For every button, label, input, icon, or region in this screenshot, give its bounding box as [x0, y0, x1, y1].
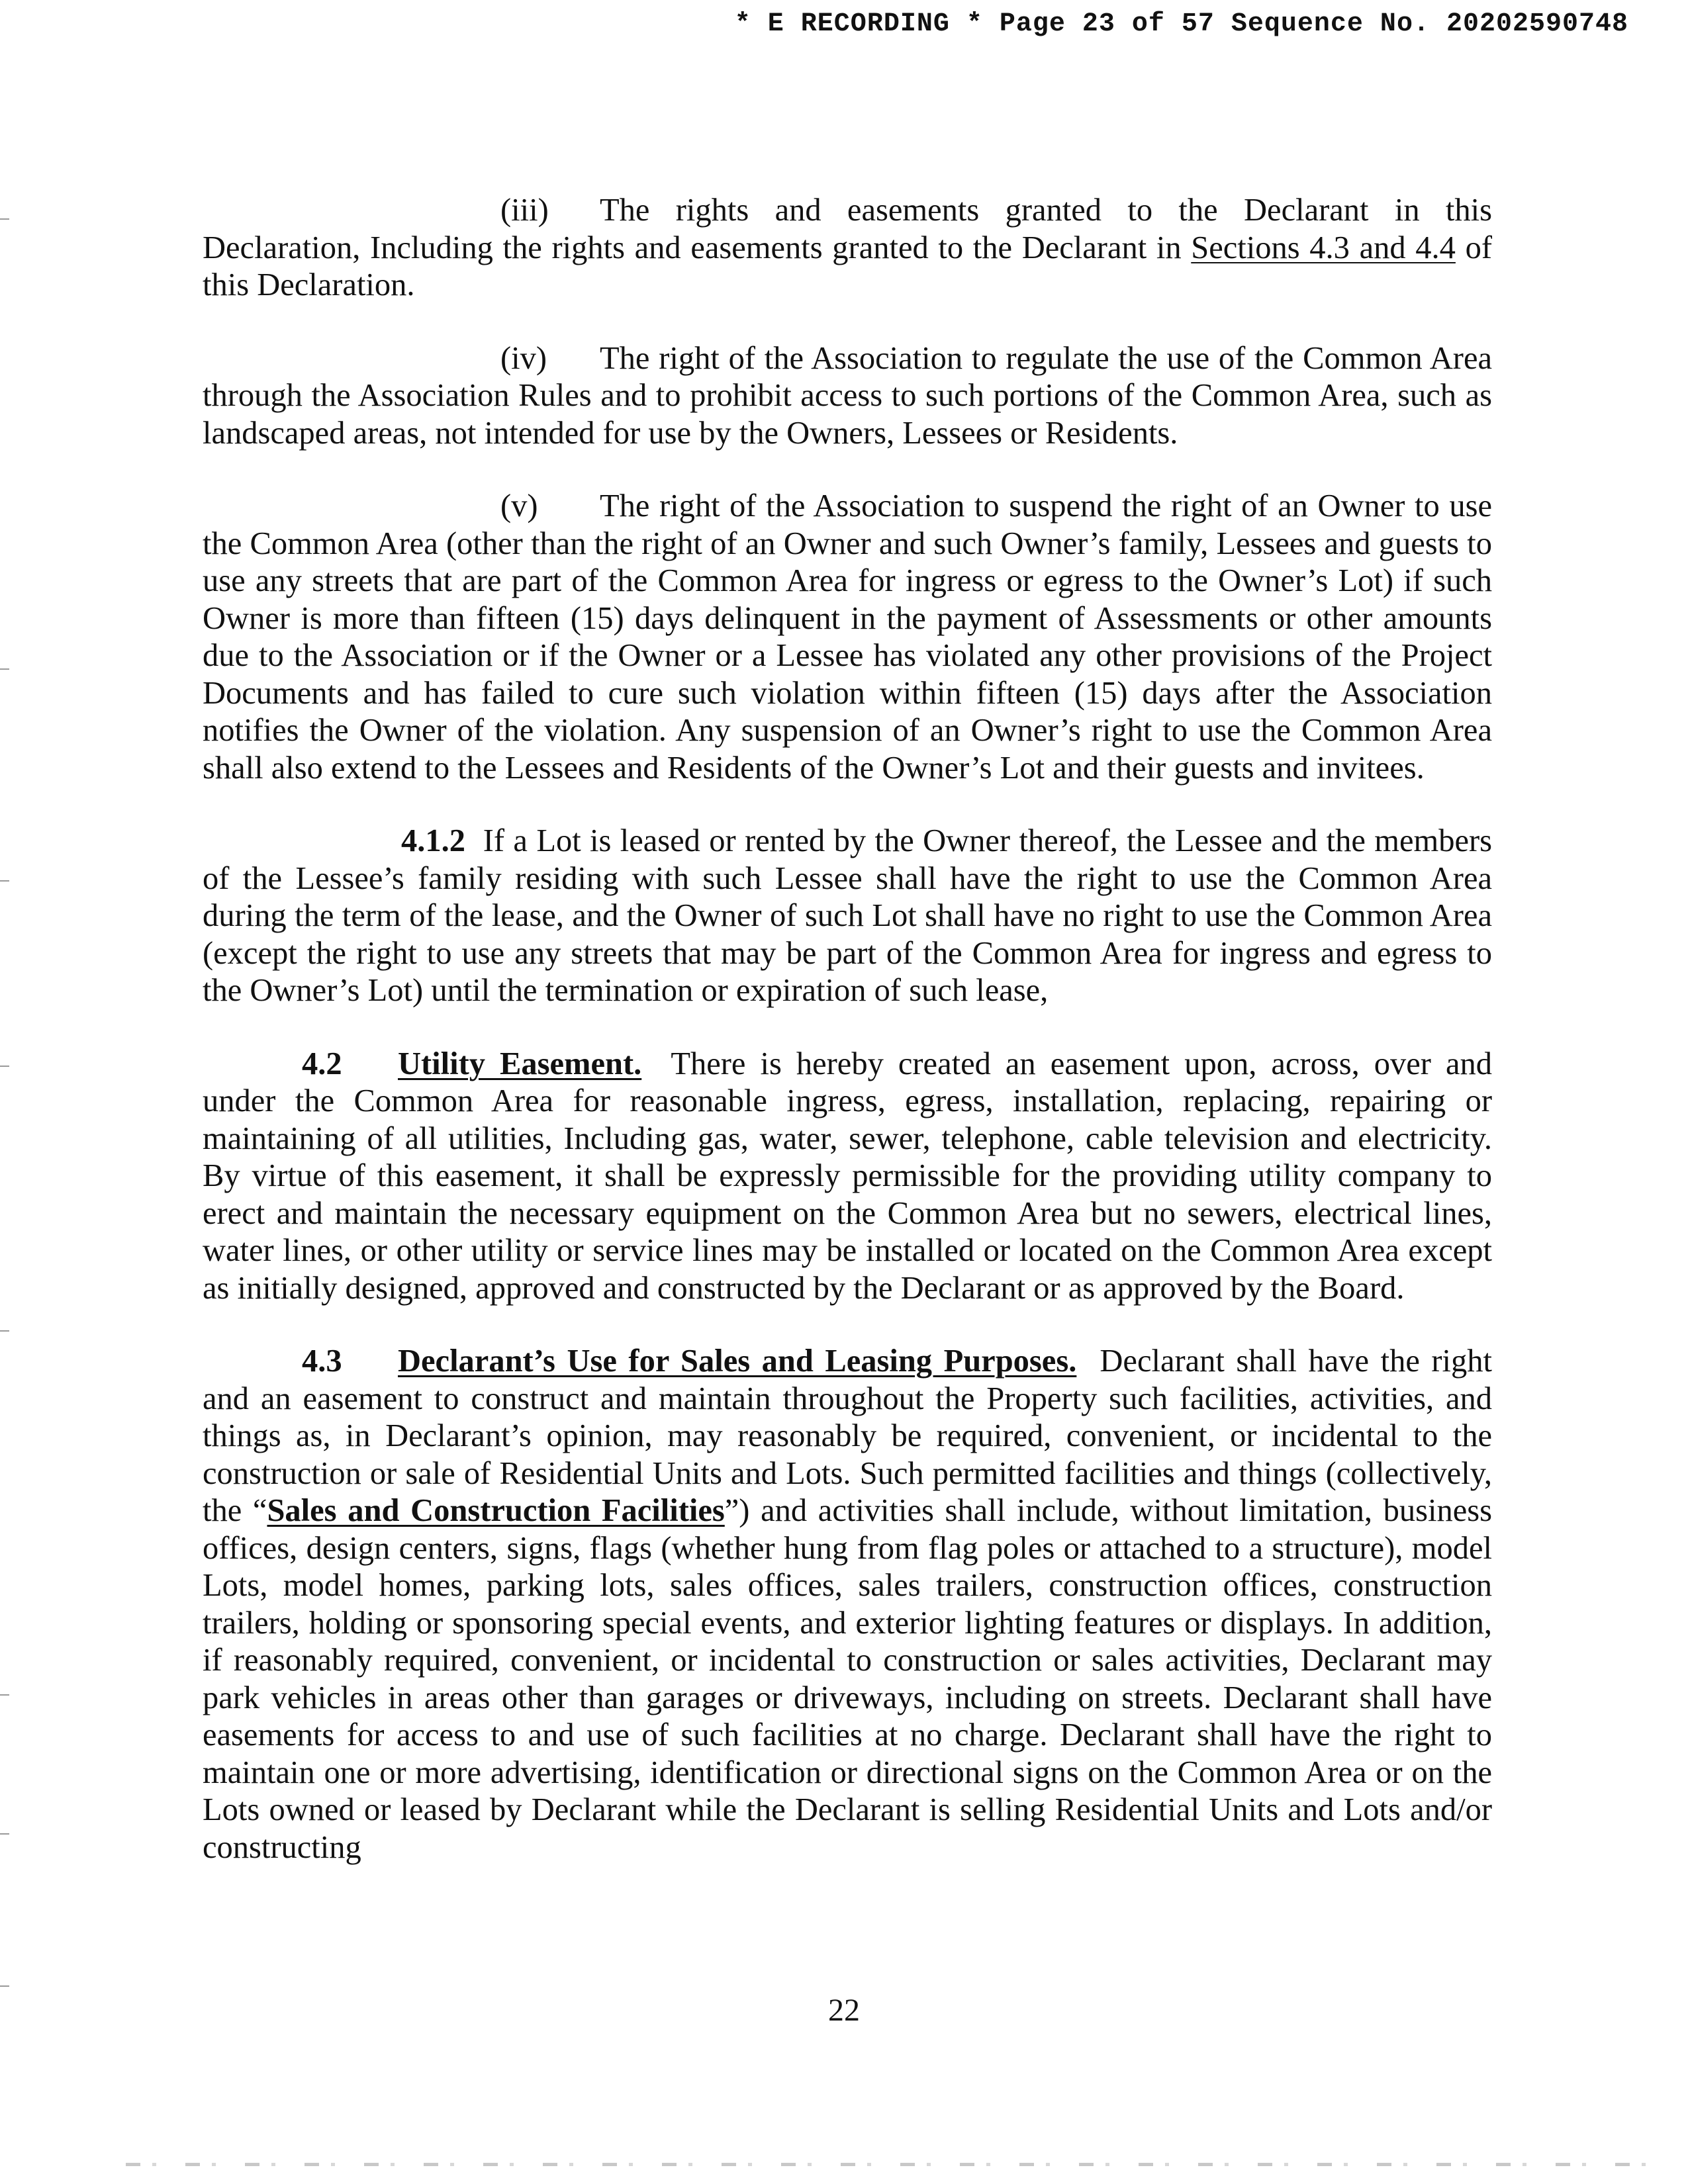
item-number: (iv): [500, 340, 547, 376]
section-number: 4.1.2: [401, 823, 465, 858]
paragraph-text: The right of the Association to regulate the use of the Common Area through the Association Rules and to prohibit access to such portions of the Common Area, such as landscaped areas, not intended for use by the Owners, Lessees or Residents.: [203, 340, 1492, 451]
paragraph-v: [203, 488, 1492, 787]
section-4-2: [203, 1046, 1492, 1308]
item-number: (v): [500, 488, 538, 523]
scan-mark: [0, 1330, 9, 1332]
section-number: 4.2: [302, 1046, 342, 1081]
paragraph-text: If a Lot is leased or rented by the Owner thereof, the Lessee and the members of the Lessee’s family residing with such Lessee shall have the right to use the Common Area during the term of the lease, and the Owner of such Lot shall have no right to use the Common Area (except the right to use any streets that may be part of the Common Area for ingress and egress to the Owner’s Lot) until the termination or expiration of such lease,: [203, 823, 1493, 1008]
paragraph-4-1-2: [203, 823, 1492, 1010]
section-title: Declarant’s Use for Sales and Leasing Purposes.: [398, 1343, 1077, 1379]
scan-mark: [0, 218, 9, 220]
scan-mark: [0, 1694, 9, 1696]
page-number: 22: [828, 1993, 860, 2028]
defined-term: Sales and Construction Facilities: [267, 1493, 725, 1528]
paragraph-text: Declarant shall have the right and an easement to construct and maintain throughout the Property such facilities, activities, and things as, in Declarant’s opinion, may reasonably be required, convenient, or incidental to the construction or sale of Residential Units and Lots. Such permitted facilities and things (collectively, the “: [203, 1343, 1492, 1528]
paragraph-iv: [203, 340, 1492, 453]
scan-mark: [0, 1066, 9, 1067]
paragraph-text: of this Declaration.: [203, 230, 1492, 302]
section-title: Utility Easement.: [398, 1046, 642, 1081]
scan-mark: [0, 1833, 9, 1835]
scan-mark: [0, 880, 9, 882]
document-body: [203, 192, 1492, 1866]
scan-artifact-strip: [126, 2163, 1662, 2166]
section-number: 4.3: [302, 1343, 342, 1379]
recording-header: * E RECORDING * Page 23 of 57 Sequence No. 20202590748: [734, 9, 1628, 39]
paragraph-text: The right of the Association to suspend the right of an Owner to use the Common Area (other than the right of an Owner and such Owner’s family, Lessees and guests to use any streets that are part of the Common Area for ingress or egress to the Owner’s Lot) if such Owner is more than fifteen (15) days delinquent in the payment of Assessments or other amounts due to the Association or if the Owner or a Lessee has violated any other provisions of the Project Documents and has failed to cure such violation within fifteen (15) days after the Association notifies the Owner of the violation. Any suspension of an Owner’s right to use the Common Area shall also extend to the Lessees and Residents of the Owner’s Lot and their guests and invitees.: [203, 488, 1492, 786]
paragraph-text: There is hereby created an easement upon, across, over and under the Common Area for reasonable ingress, egress, installation, replacing, repairing or maintaining of all utilities, Including gas, water, sewer, telephone, cable television and electricity. By virtue of this easement, it shall be expressly permissible for the providing utility company to erect and maintain the necessary equipment on the Common Area but no sewers, electrical lines, water lines, or other utility or service lines may be installed or located on the Common Area except as initially designed, approved and constructed by the Declarant or as approved by the Board.: [203, 1046, 1493, 1306]
item-number: (iii): [500, 193, 549, 228]
section-reference: Sections 4.3 and 4.4: [1191, 230, 1456, 265]
scan-mark: [0, 668, 9, 670]
section-4-3: [203, 1343, 1492, 1866]
paragraph-text: ”) and activities shall include, without limitation, business offices, design centers, signs, flags (whether hung from flag poles or attached to a structure), model Lots, model homes, parking lots, sales offices, sales trailers, construction offices, construction trailers, holding or sponsoring special events, and exterior lighting features or displays. In addition, if reasonably required, convenient, or incidental to construction or sales activities, Declarant may park vehicles in areas other than garages or driveways, including on streets. Declarant shall have easements for access to and use of such facilities at no charge. Declarant shall have the right to maintain one or more advertising, identification or directional signs on the Common Area or on the Lots owned or leased by Declarant while the Declarant is selling Residential Units and Lots and/or constructing: [203, 1493, 1492, 1865]
paragraph-iii: [203, 192, 1492, 304]
scan-mark: [0, 1985, 9, 1987]
paragraph-text: The rights and easements granted to the Declarant in this Declaration, Including the rights and easements granted to the Declarant in: [203, 193, 1492, 265]
